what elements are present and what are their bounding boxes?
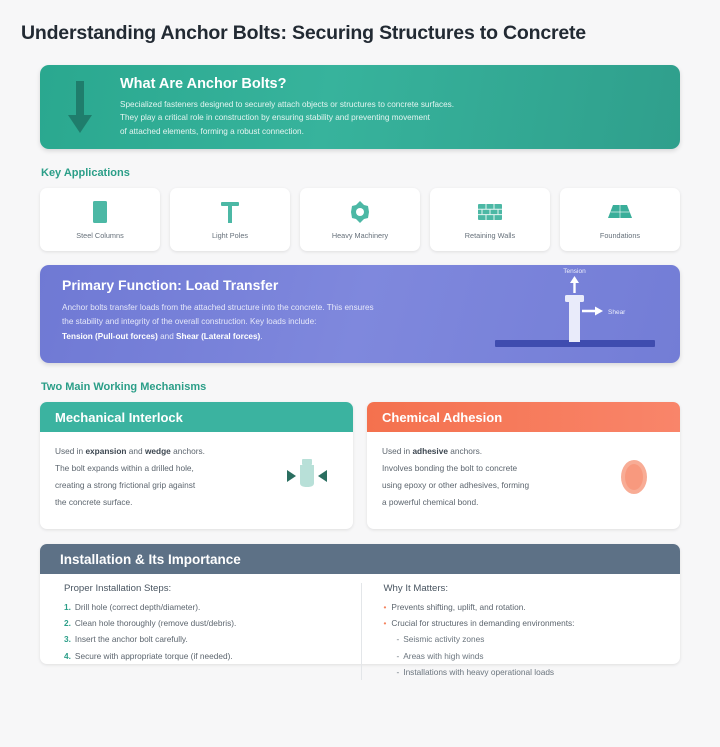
installation-panel — [40, 544, 680, 677]
subitem-text: Installations with heavy operational loads — [403, 666, 555, 677]
mech-line-3: creating a strong frictional grip against — [55, 480, 196, 490]
bullet-text: Prevents shifting, uplift, and rotation. — [391, 602, 526, 612]
load-diagram — [440, 265, 680, 363]
list-item — [64, 615, 347, 631]
mech-line-4: the concrete surface. — [55, 497, 133, 507]
step-number: 2. — [64, 618, 71, 629]
dash-icon: - — [396, 666, 400, 677]
brick-wall-icon — [478, 200, 502, 224]
page-title: Understanding Anchor Bolts: Securing Structures to Concrete — [21, 22, 586, 44]
hero-heading: What Are Anchor Bolts? — [120, 75, 287, 92]
mechanism-title: Mechanical Interlock — [40, 402, 353, 432]
step-text: Clean hole thoroughly (remove dust/debris). — [74, 618, 237, 629]
mech-line-4: a powerful chemical bond. — [382, 497, 479, 507]
mech-line1-pre: Used in — [55, 446, 86, 456]
load-transfer-heading: Primary Function: Load Transfer — [62, 277, 279, 293]
pole-icon — [219, 200, 241, 224]
mechanisms-row — [40, 402, 680, 529]
installation-steps-column — [40, 583, 361, 680]
list-item — [64, 631, 347, 647]
step-number: 3. — [64, 634, 71, 645]
mech-line-1 — [55, 443, 275, 460]
column-icon — [90, 200, 110, 224]
app-card-foundations[interactable] — [560, 188, 680, 251]
steps-title: Proper Installation Steps: — [64, 583, 172, 594]
load-transfer-panel — [40, 265, 680, 363]
load-line-1: Anchor bolts transfer loads from the attached structure into the concrete. This ensures — [62, 303, 374, 312]
app-card-light-poles[interactable] — [170, 188, 290, 251]
applications-row — [40, 188, 680, 251]
mech-line-2: Involves bonding the bolt to concrete — [382, 463, 518, 473]
list-item — [384, 664, 667, 680]
mech-line1-pre: Used in — [382, 446, 413, 456]
bullet-icon: • — [383, 618, 387, 629]
mech-line1-mid: and — [126, 446, 145, 456]
mechanism-card-chemical-adhesion — [367, 402, 680, 529]
mech-term-adhesive: adhesive — [412, 446, 448, 456]
app-card-retaining-walls[interactable] — [430, 188, 550, 251]
dash-icon: - — [396, 634, 400, 645]
hero-banner — [40, 65, 680, 149]
app-card-steel-columns[interactable] — [40, 188, 160, 251]
subitem-text: Areas with high winds — [403, 650, 484, 661]
step-text: Drill hole (correct depth/diameter). — [74, 602, 201, 612]
why-it-matters-column — [361, 583, 681, 680]
app-card-heavy-machinery[interactable] — [300, 188, 420, 251]
list-item — [384, 615, 667, 631]
list-item — [384, 631, 667, 647]
step-text: Secure with appropriate torque (if needed). — [74, 650, 233, 661]
app-label: Retaining Walls — [464, 230, 516, 240]
hero-text-block — [120, 76, 470, 139]
foundation-icon — [606, 200, 634, 224]
hero-line-2: They play a critical role in construction by ensuring stability and preventing movement — [120, 113, 430, 123]
app-label: Steel Columns — [76, 230, 124, 240]
step-number: 4. — [64, 650, 71, 661]
mechanism-card-mechanical-interlock — [40, 402, 353, 529]
expansion-anchor-icon — [275, 443, 339, 495]
mech-line-3: using epoxy or other adhesives, forming — [382, 480, 530, 490]
app-label: Light Poles — [211, 230, 249, 240]
list-item — [64, 599, 347, 615]
applications-heading: Key Applications — [41, 167, 130, 179]
installation-heading: Installation & Its Importance — [40, 544, 680, 574]
mech-line1-end: anchors. — [170, 446, 205, 456]
gear-icon — [348, 200, 372, 224]
mechanisms-heading: Two Main Working Mechanisms — [41, 381, 207, 393]
mechanism-title: Chemical Adhesion — [367, 402, 680, 432]
mech-line1-end: anchors. — [447, 446, 483, 456]
load-shear-term: Shear (Lateral forces) — [176, 331, 261, 341]
list-item — [384, 599, 667, 615]
bullet-icon: • — [383, 602, 387, 612]
mech-term-expansion: expansion — [85, 446, 127, 456]
mech-line-1 — [382, 443, 602, 460]
app-label: Heavy Machinery — [331, 230, 389, 240]
matters-title: Why It Matters: — [383, 583, 449, 594]
adhesive-blob-icon — [602, 443, 666, 499]
load-period: . — [260, 331, 263, 341]
load-line-2: the stability and integrity of the overall construction. Key loads include: — [62, 317, 317, 327]
mech-term-wedge: wedge — [144, 446, 171, 456]
bullet-text: Crucial for structures in demanding environments: — [391, 618, 575, 629]
dash-icon: - — [396, 650, 400, 661]
load-conjunction: and — [157, 331, 177, 341]
hero-line-3: of attached elements, forming a robust connection. — [120, 126, 304, 136]
app-label: Foundations — [599, 230, 641, 240]
tension-label: Tension — [563, 268, 586, 275]
subitem-text: Seismic activity zones — [403, 634, 485, 645]
shear-label: Shear — [608, 309, 626, 316]
mech-line-2: The bolt expands within a drilled hole, — [55, 463, 194, 473]
load-line-3 — [62, 330, 440, 344]
list-item — [64, 648, 347, 664]
hero-line-1: Specialized fasteners designed to securely attach objects or structures to concrete surfaces. — [120, 99, 455, 109]
step-number: 1. — [64, 602, 71, 612]
down-arrow-icon — [40, 79, 120, 135]
load-tension-term: Tension (Pull-out forces) — [62, 331, 158, 341]
list-item — [384, 648, 667, 664]
step-text: Insert the anchor bolt carefully. — [74, 634, 188, 645]
